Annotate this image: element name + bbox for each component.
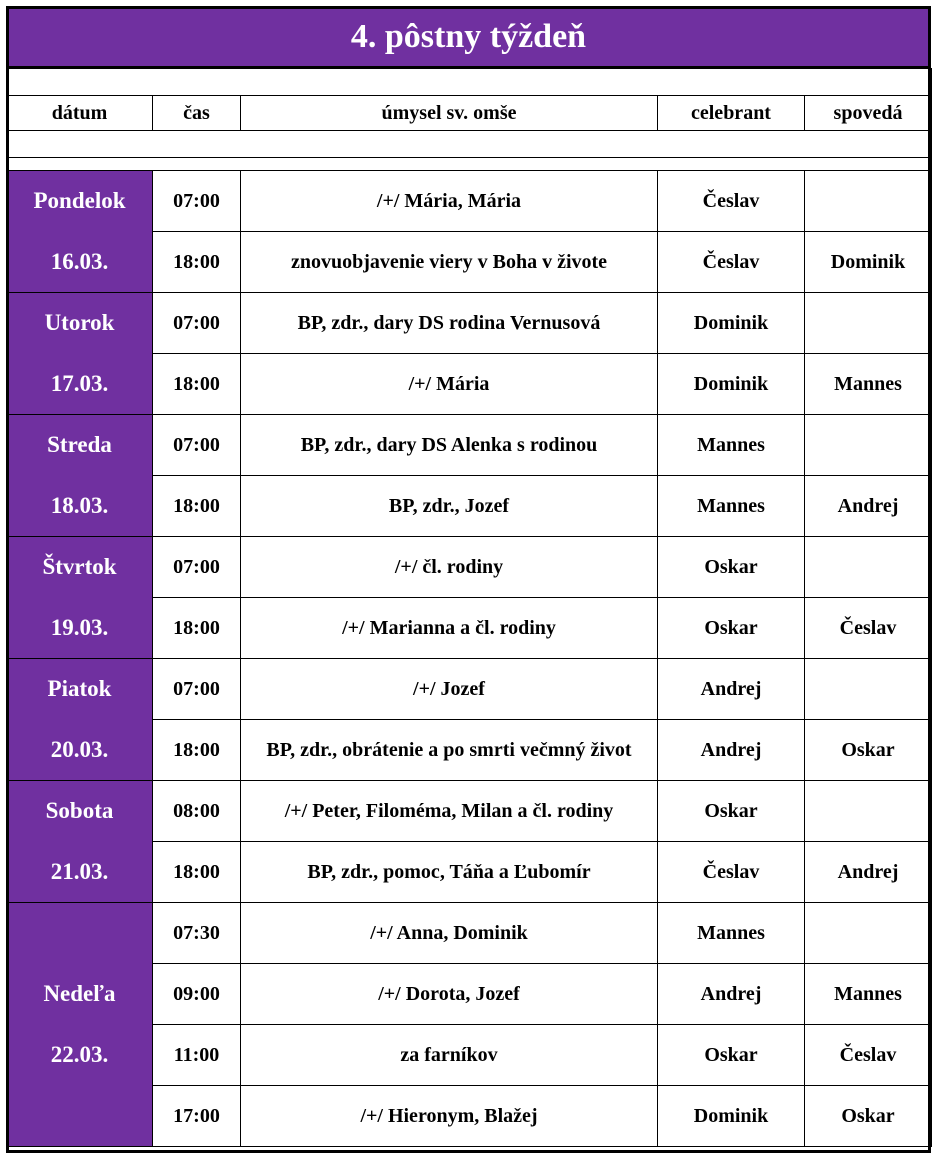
celebrant-cell: Mannes — [658, 415, 805, 476]
intention-cell: /+/ Jozef — [241, 659, 658, 720]
confessor-cell: Mannes — [805, 354, 932, 415]
time-cell: 18:00 — [153, 842, 241, 903]
spacer-row — [7, 131, 932, 158]
time-cell: 09:00 — [153, 964, 241, 1025]
day-date: 22.03. — [7, 1025, 153, 1086]
celebrant-cell: Oskar — [658, 781, 805, 842]
intention-cell: znovuobjavenie viery v Boha v živote — [241, 232, 658, 293]
day-date: 16.03. — [7, 232, 153, 293]
day-name: Nedeľa — [7, 964, 153, 1025]
page-title: 4. pôstny týždeň — [6, 6, 931, 68]
time-cell: 11:00 — [153, 1025, 241, 1086]
time-cell: 18:00 — [153, 354, 241, 415]
day-name: Sobota — [7, 781, 153, 842]
intention-cell: /+/ Peter, Filoméma, Milan a čl. rodiny — [241, 781, 658, 842]
celebrant-cell: Andrej — [658, 720, 805, 781]
spacer-row — [7, 69, 932, 96]
table-row — [7, 232, 932, 293]
celebrant-cell: Andrej — [658, 964, 805, 1025]
table-row — [7, 842, 932, 903]
celebrant-cell: Česlav — [658, 232, 805, 293]
intention-cell: /+/ Marianna a čl. rodiny — [241, 598, 658, 659]
day-name: Piatok — [7, 659, 153, 720]
confessor-cell: Andrej — [805, 842, 932, 903]
confessor-cell: Oskar — [805, 1086, 932, 1147]
table-row — [7, 781, 932, 842]
schedule-frame — [6, 6, 931, 1147]
celebrant-cell: Dominik — [658, 1086, 805, 1147]
confessor-cell — [805, 293, 932, 354]
table-row — [7, 476, 932, 537]
celebrant-cell: Mannes — [658, 476, 805, 537]
intention-cell: za farníkov — [241, 1025, 658, 1086]
intention-cell: BP, zdr., pomoc, Táňa a Ľubomír — [241, 842, 658, 903]
celebrant-cell: Česlav — [658, 842, 805, 903]
intention-cell: /+/ Hieronym, Blažej — [241, 1086, 658, 1147]
table-row — [7, 903, 932, 964]
confessor-cell: Mannes — [805, 964, 932, 1025]
schedule-table — [6, 68, 932, 1147]
time-cell: 17:00 — [153, 1086, 241, 1147]
intention-cell: /+/ Mária, Mária — [241, 171, 658, 232]
time-cell: 18:00 — [153, 476, 241, 537]
day-date: 17.03. — [7, 354, 153, 415]
time-cell: 07:00 — [153, 659, 241, 720]
header-datum: dátum — [7, 96, 153, 131]
table-row — [7, 659, 932, 720]
celebrant-cell: Oskar — [658, 598, 805, 659]
table-row — [7, 964, 932, 1025]
intention-cell: /+/ čl. rodiny — [241, 537, 658, 598]
table-row — [7, 171, 932, 232]
celebrant-cell: Andrej — [658, 659, 805, 720]
header-spoveda: spovedá — [805, 96, 932, 131]
day-cell — [7, 903, 153, 964]
celebrant-cell: Dominik — [658, 354, 805, 415]
confessor-cell: Česlav — [805, 1025, 932, 1086]
confessor-cell — [805, 537, 932, 598]
intention-cell: /+/ Dorota, Jozef — [241, 964, 658, 1025]
day-date: 20.03. — [7, 720, 153, 781]
confessor-cell — [805, 781, 932, 842]
confessor-cell — [805, 659, 932, 720]
table-row — [7, 354, 932, 415]
day-date: 21.03. — [7, 842, 153, 903]
celebrant-cell: Oskar — [658, 537, 805, 598]
intention-cell: /+/ Mária — [241, 354, 658, 415]
time-cell: 07:00 — [153, 293, 241, 354]
day-name: Streda — [7, 415, 153, 476]
confessor-cell: Dominik — [805, 232, 932, 293]
header-umysel: úmysel sv. omše — [241, 96, 658, 131]
header-row — [7, 96, 932, 131]
celebrant-cell: Mannes — [658, 903, 805, 964]
time-cell: 07:00 — [153, 537, 241, 598]
header-cas: čas — [153, 96, 241, 131]
confessor-cell — [805, 171, 932, 232]
confessor-cell — [805, 415, 932, 476]
table-row — [7, 598, 932, 659]
intention-cell: /+/ Anna, Dominik — [241, 903, 658, 964]
table-row — [7, 1025, 932, 1086]
time-cell: 08:00 — [153, 781, 241, 842]
table-row — [7, 537, 932, 598]
day-cell — [7, 1086, 153, 1147]
time-cell: 07:00 — [153, 171, 241, 232]
time-cell: 18:00 — [153, 232, 241, 293]
day-date: 19.03. — [7, 598, 153, 659]
day-date: 18.03. — [7, 476, 153, 537]
gap-row — [7, 158, 932, 171]
day-name: Štvrtok — [7, 537, 153, 598]
header-celebrant: celebrant — [658, 96, 805, 131]
table-row — [7, 1086, 932, 1147]
confessor-cell — [805, 903, 932, 964]
celebrant-cell: Česlav — [658, 171, 805, 232]
intention-cell: BP, zdr., obrátenie a po smrti večmný život — [241, 720, 658, 781]
time-cell: 07:30 — [153, 903, 241, 964]
confessor-cell: Česlav — [805, 598, 932, 659]
time-cell: 18:00 — [153, 598, 241, 659]
confessor-cell: Oskar — [805, 720, 932, 781]
table-row — [7, 720, 932, 781]
time-cell: 07:00 — [153, 415, 241, 476]
celebrant-cell: Oskar — [658, 1025, 805, 1086]
day-name: Pondelok — [7, 171, 153, 232]
intention-cell: BP, zdr., dary DS Alenka s rodinou — [241, 415, 658, 476]
confessor-cell: Andrej — [805, 476, 932, 537]
celebrant-cell: Dominik — [658, 293, 805, 354]
intention-cell: BP, zdr., dary DS rodina Vernusová — [241, 293, 658, 354]
day-name: Utorok — [7, 293, 153, 354]
intention-cell: BP, zdr., Jozef — [241, 476, 658, 537]
table-row — [7, 293, 932, 354]
time-cell: 18:00 — [153, 720, 241, 781]
table-row — [7, 415, 932, 476]
